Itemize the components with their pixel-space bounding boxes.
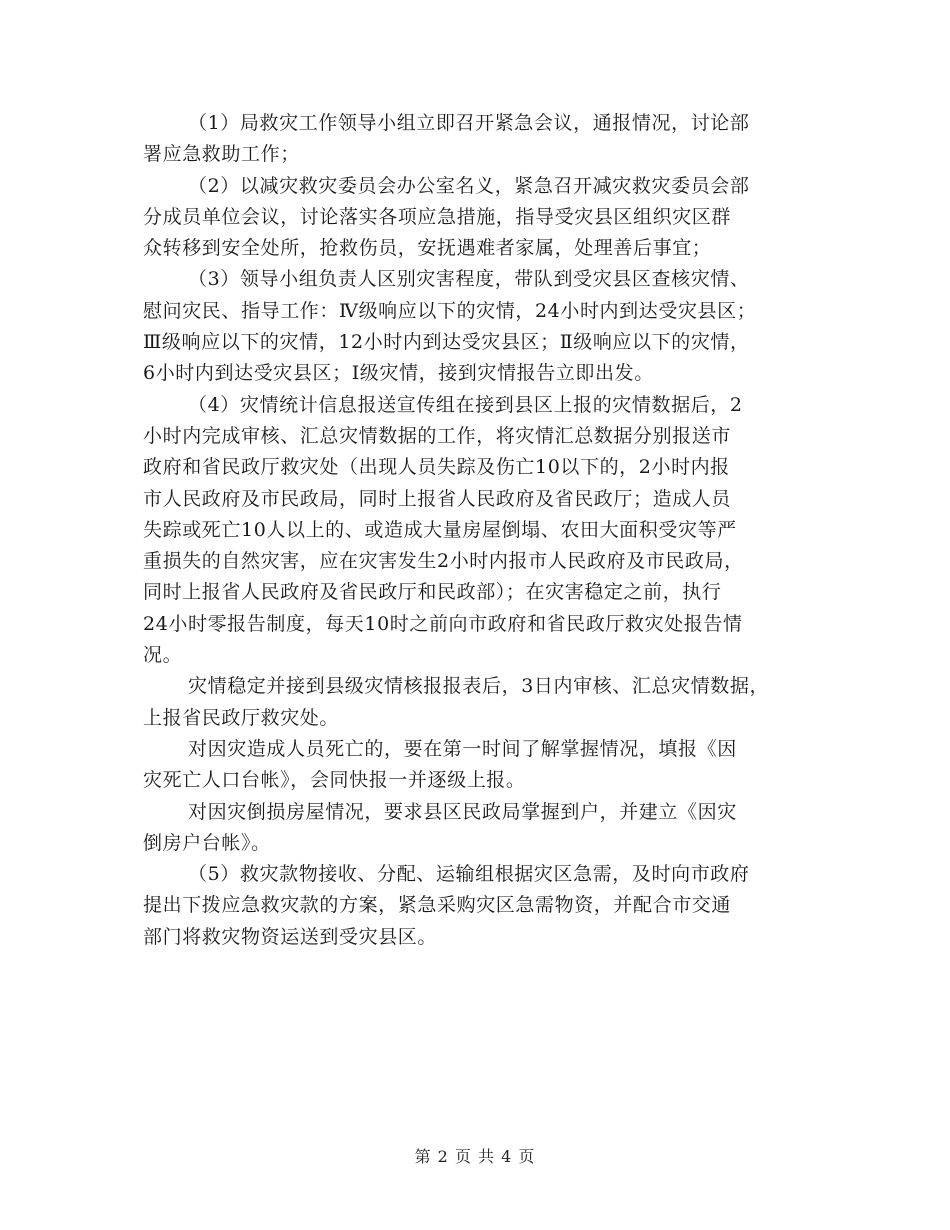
text-line: 对因灾倒损房屋情况，要求县区民政局掌握到户，并建立《因灾	[188, 800, 737, 823]
text-line: 同时上报省人民政府及省民政厅和民政部）；在灾害稳定之前，执行	[143, 581, 722, 604]
text-line: 提出下拨应急救灾款的方案，紧急采购灾区急需物资，并配合市交通	[143, 894, 732, 917]
text-line: 重损失的自然灾害，应在灾害发生2小时内报市人民政府及市民政局，	[143, 550, 744, 573]
text-line: 24小时零报告制度，每天10时之前向市政府和省民政厅救灾处报告情	[143, 612, 743, 635]
page-number: 第 2 页 共 4 页	[414, 1147, 536, 1166]
text-line: （3）领导小组负责人区别灾害程度，带队到受灾县区查核灾情、	[188, 268, 750, 291]
text-line: 小时内完成审核、汇总灾情数据的工作，将灾情汇总数据分别报送市	[143, 424, 732, 447]
text-line: 灾死亡人口台帐》，会同快报一并逐级上报。	[143, 769, 526, 792]
text-line: 慰问灾民、指导工作：Ⅳ级响应以下的灾情，24小时内到达受灾县区；	[143, 299, 757, 322]
text-line: 倒房户台帐》。	[143, 831, 271, 854]
text-line: 况。	[143, 644, 183, 667]
text-line: Ⅲ级响应以下的灾情，12小时内到达受灾县区；Ⅱ级响应以下的灾情，	[143, 331, 750, 354]
text-line: 署应急救助工作；	[143, 143, 300, 166]
text-line: 众转移到安全处所，抢救伤员，安抚遇难者家属，处理善后事宜；	[143, 237, 712, 260]
text-line: 分成员单位会议，讨论落实各项应急措施，指导受灾县区组织灾区群	[143, 205, 732, 228]
text-line: 部门将救灾物资运送到受灾县区。	[143, 925, 438, 948]
text-line: 政府和省民政厅救灾处（出现人员失踪及伤亡10以下的，2小时内报	[143, 456, 730, 479]
text-line: （2）以减灾救灾委员会办公室名义，紧急召开减灾救灾委员会部	[188, 174, 750, 197]
text-line: 上报省民政厅救灾处。	[143, 706, 340, 729]
text-line: （4）灾情统计信息报送宣传组在接到县区上报的灾情数据后，2	[188, 393, 743, 416]
text-line: 对因灾造成人员死亡的，要在第一时间了解掌握情况，填报《因	[188, 737, 737, 760]
text-line: 市人民政府及市民政局，同时上报省人民政府及省民政厅；造成人员	[143, 487, 732, 510]
text-line: （1）局救灾工作领导小组立即召开紧急会议，通报情况，讨论部	[188, 112, 750, 134]
document-body	[143, 108, 843, 953]
text-line: 6小时内到达受灾县区；Ⅰ级灾情，接到灾情报告立即出发。	[143, 362, 654, 385]
text-line: 失踪或死亡10人以上的、或造成大量房屋倒塌、农田大面积受灾等严	[143, 518, 737, 541]
text-line: （5）救灾款物接收、分配、运输组根据灾区急需，及时向市政府	[188, 863, 750, 886]
text-line: 灾情稳定并接到县级灾情核报报表后，3日内审核、汇总灾情数据，	[188, 675, 770, 698]
